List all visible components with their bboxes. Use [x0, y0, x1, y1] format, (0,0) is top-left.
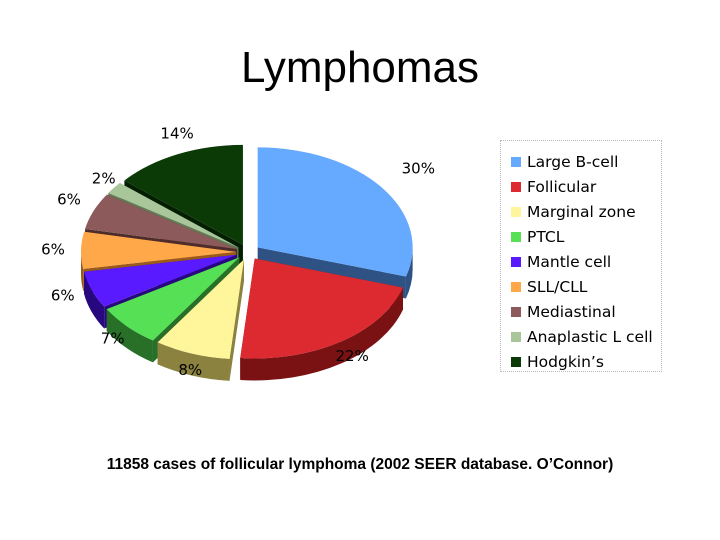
data-label: 14%: [160, 124, 194, 143]
legend-swatch: [511, 207, 521, 217]
legend-swatch: [511, 232, 521, 242]
slide-title: Lymphomas: [240, 43, 480, 92]
legend-swatch: [511, 282, 521, 292]
legend-swatch: [511, 257, 521, 267]
data-label: 6%: [50, 286, 75, 305]
legend-swatch: [511, 157, 521, 167]
legend-item-marginal-zone: [511, 199, 661, 224]
legend-item-mantle-cell: [511, 249, 661, 274]
data-label: 30%: [401, 159, 435, 178]
data-label: 7%: [100, 329, 125, 348]
legend-item-ptcl: [511, 224, 661, 249]
data-label: 6%: [57, 190, 81, 209]
legend-item-mediastinal: [511, 299, 661, 324]
data-label: 8%: [178, 361, 203, 380]
legend-swatch: [511, 182, 521, 192]
legend-swatch: [511, 332, 521, 342]
legend-label: Anaplastic L cell: [527, 327, 653, 346]
data-label: 6%: [41, 240, 65, 259]
source-footnote: 11858 cases of follicular lymphoma (2002 SEER database. O’Connor): [106, 456, 614, 473]
data-label: 2%: [91, 169, 116, 188]
legend-item-follicular: [511, 174, 661, 199]
legend-item-sll-cll: [511, 274, 661, 299]
legend-item-anaplastic-l-cell: [511, 324, 661, 349]
data-label: 22%: [335, 347, 369, 366]
legend-label: PTCL: [527, 227, 565, 246]
legend-label: Marginal zone: [527, 202, 636, 221]
legend-label: Hodgkin’s: [527, 352, 604, 371]
legend-label: Follicular: [527, 177, 597, 196]
legend-label: SLL/CLL: [527, 277, 588, 296]
legend-label: Mantle cell: [527, 252, 612, 271]
legend-item-hodgkins: [511, 349, 661, 374]
legend-label: Large B-cell: [527, 152, 619, 171]
legend-label: Mediastinal: [527, 302, 616, 321]
legend-swatch: [511, 357, 521, 367]
legend-item-large-b-cell: [511, 149, 661, 174]
chart-legend: [500, 140, 662, 372]
legend-swatch: [511, 307, 521, 317]
